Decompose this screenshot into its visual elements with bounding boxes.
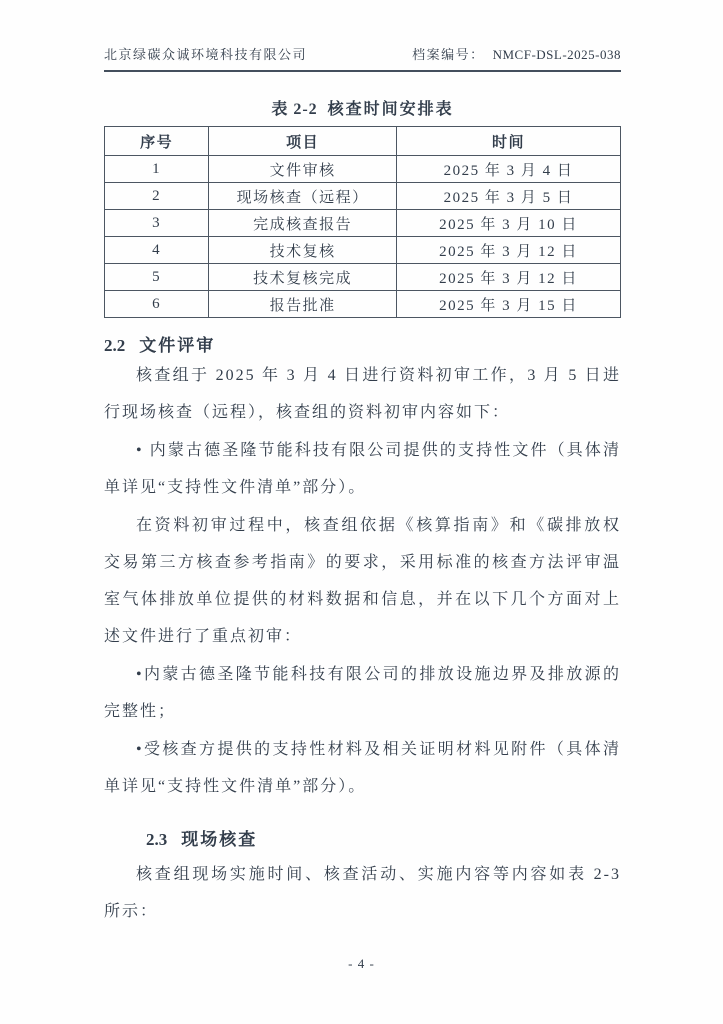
row-item: 文件审核 xyxy=(209,156,397,183)
table-row xyxy=(105,264,621,291)
row-item: 完成核查报告 xyxy=(209,210,397,237)
section-heading-2-2 xyxy=(104,331,621,356)
paragraph-document-review-intro: 核查组于 2025 年 3 月 4 日进行资料初审工作，3 月 5 日进行现场核查（远程），核查组的资料初审内容如下： xyxy=(104,367,621,421)
row-item: 现场核查（远程） xyxy=(209,183,397,210)
page-number: - 4 - xyxy=(348,956,375,971)
paragraph-review-method: 在资料初审过程中，核查组依据《核算指南》和《碳排放权交易第三方核查参考指南》的要求，采用标准的核查方法评审温室气体排放单位提供的材料数据和信息，并在以下几个方面对上述文件进行了重点初审： xyxy=(104,517,621,645)
company-name: 北京绿碳众诚环境科技有限公司 xyxy=(104,47,308,62)
row-time: 2025 年 3 月 12 日 xyxy=(397,237,621,264)
row-time: 2025 年 3 月 15 日 xyxy=(397,291,621,318)
table-caption-text: 核查时间安排表 xyxy=(327,101,454,118)
table-row xyxy=(105,156,621,183)
bullet-boundary-completeness: •内蒙古德圣隆节能科技有限公司的排放设施边界及排放源的完整性； xyxy=(104,666,621,720)
verification-schedule-table xyxy=(104,126,621,318)
row-no: 4 xyxy=(105,237,209,264)
table-row xyxy=(105,183,621,210)
bullet-supporting-documents: • 内蒙古德圣隆节能科技有限公司提供的支持性文件（具体清单详见“支持性文件清单”部分）。 xyxy=(104,442,621,496)
row-item: 技术复核 xyxy=(209,237,397,264)
document-header xyxy=(104,44,621,72)
table-row xyxy=(105,210,621,237)
archive-number-label: 档案编号： xyxy=(412,47,485,62)
row-time: 2025 年 3 月 4 日 xyxy=(397,156,621,183)
section-title: 现场核查 xyxy=(181,830,258,849)
table-row xyxy=(105,237,621,264)
table-header-row xyxy=(105,127,621,156)
row-time: 2025 年 3 月 10 日 xyxy=(397,210,621,237)
section-number: 2.3 xyxy=(146,830,168,849)
paragraph-onsite-verification-intro: 核查组现场实施时间、核查活动、实施内容等内容如表 2-3 所示： xyxy=(104,866,621,920)
column-header-no: 序号 xyxy=(105,127,209,156)
row-item: 报告批准 xyxy=(209,291,397,318)
archive-number xyxy=(412,44,621,63)
bullet-supporting-materials: •受核查方提供的支持性材料及相关证明材料见附件（具体清单详见“支持性文件清单”部分）。 xyxy=(104,741,621,795)
archive-number-value: NMCF-DSL-2025-038 xyxy=(492,47,621,62)
row-no: 6 xyxy=(105,291,209,318)
row-no: 3 xyxy=(105,210,209,237)
table-row xyxy=(105,291,621,318)
row-item: 技术复核完成 xyxy=(209,264,397,291)
row-no: 5 xyxy=(105,264,209,291)
row-time: 2025 年 3 月 12 日 xyxy=(397,264,621,291)
section-heading-2-3 xyxy=(104,825,621,850)
page-content xyxy=(104,44,621,930)
section-title: 文件评审 xyxy=(139,336,216,355)
table-caption-label: 表 2-2 xyxy=(271,101,318,118)
column-header-item: 项目 xyxy=(209,127,397,156)
row-time: 2025 年 3 月 5 日 xyxy=(397,183,621,210)
table-caption xyxy=(104,96,621,119)
column-header-time: 时间 xyxy=(397,127,621,156)
section-number: 2.2 xyxy=(104,336,126,355)
row-no: 1 xyxy=(105,156,209,183)
row-no: 2 xyxy=(105,183,209,210)
